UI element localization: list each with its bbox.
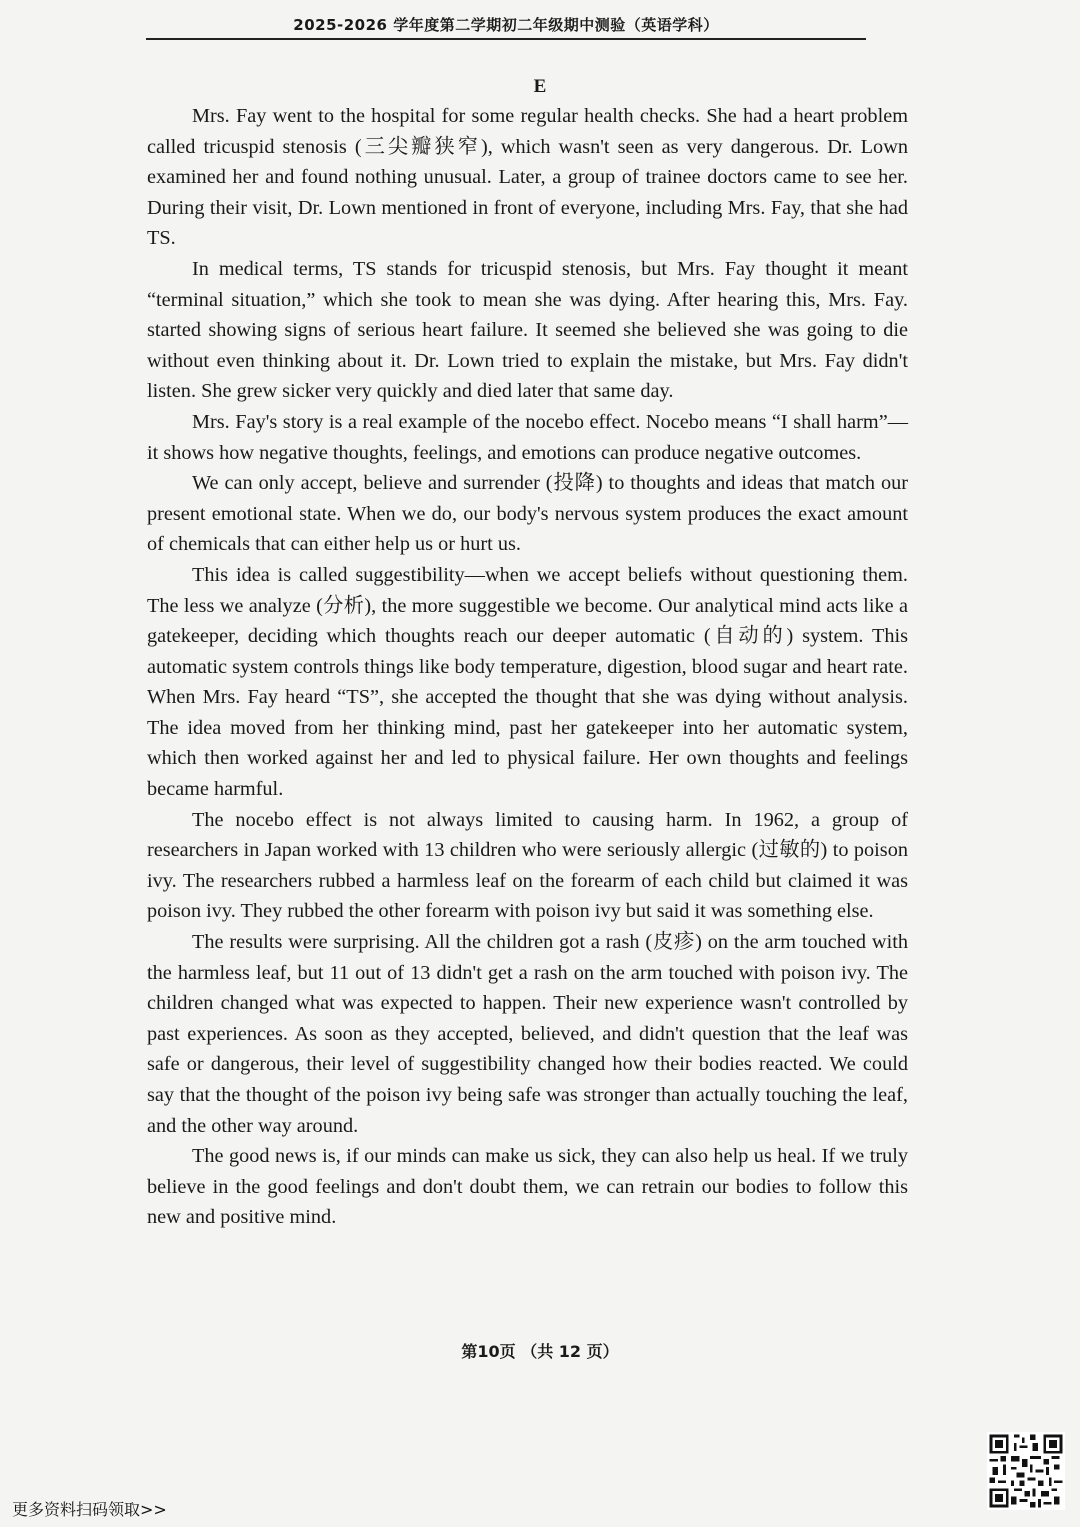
page-number: 第10页 （共 12 页） <box>461 1342 619 1361</box>
paragraph-5: This idea is called suggestibility—when we accept beliefs without questioning them. The less we analyze (分析), the more suggestible we become. Our analytical mind acts like a gatekeeper, deciding which thoughts reach our deeper automatic (自动的) system. This automatic system controls things like body temperature, digestion, blood sugar and heart rate. When Mrs. Fay heard “TS”, she accepted the thought that she was dying without analysis. The idea moved from her thinking mind, past her gatekeeper into her automatic system, which then worked against her and led to physical failure. Her own thoughts and feelings became harmful. <box>147 563 908 801</box>
paragraph-6: The nocebo effect is not always limited to causing harm. In 1962, a group of researchers in Japan worked with 13 children who were seriously allergic (过敏的) to poison ivy. The researchers rubbed a harmless leaf on the forearm of each child but claimed it was poison ivy. They rubbed the other forearm with poison ivy but said it was something else. <box>147 808 908 923</box>
paragraph-4: We can only accept, believe and surrender (投降) to thoughts and ideas that match our present emotional state. When we do, our body's nervous system produces the exact amount of chemicals that can either help us or hurt us. <box>147 472 908 556</box>
section-letter: E <box>533 76 547 97</box>
qr-code-icon[interactable] <box>987 1432 1065 1510</box>
paragraph-2: In medical terms, TS stands for tricuspid stenosis, but Mrs. Fay thought it meant “terminal situation,” which she took to mean she was dying. After hearing this, Mrs. Fay. started showing signs of serious heart failure. It seemed she believed she was going to die without even thinking about it. Dr. Lown tried to explain the mistake, but Mrs. Fay didn't listen. She grew sicker very quickly and died later that same day. <box>147 257 908 403</box>
reading-passage <box>147 101 908 1233</box>
header-divider <box>146 38 866 40</box>
paragraph-8: The good news is, if our minds can make us sick, they can also help us heal. If we truly believe in the good feelings and don't doubt them, we can retrain our bodies to follow this new and positive mind. <box>147 1145 908 1229</box>
paragraph-3: Mrs. Fay's story is a real example of the nocebo effect. Nocebo means “I shall harm”—it shows how negative thoughts, feelings, and emotions can produce negative outcomes. <box>147 410 908 464</box>
paragraph-7: The results were surprising. All the children got a rash (皮疹) on the arm touched with the harmless leaf, but 11 out of 13 didn't get a rash on the arm touched with poison ivy. The children changed what was expected to happen. Their new experience wasn't controlled by past experiences. As soon as they accepted, believed, and didn't question that the leaf was safe or dangerous, their level of suggestibility changed how their bodies reacted. We could say that the thought of the poison ivy being safe was stronger than actually touching the leaf, and the other way around. <box>147 931 908 1137</box>
more-resources-link[interactable]: 更多资料扫码领取>> <box>12 1500 167 1519</box>
paragraph-1: Mrs. Fay went to the hospital for some regular health checks. She had a heart problem called tricuspid stenosis (三尖瓣狭窄), which wasn't seen as very dangerous. Dr. Lown examined her and found nothing unusual. Later, a group of trainee doctors came to see her. During their visit, Dr. Lown mentioned in front of everyone, including Mrs. Fay, that she had TS. <box>147 105 908 250</box>
exam-header-title: 2025-2026 学年度第二学期初二年级期中测验（英语学科） <box>293 16 719 34</box>
